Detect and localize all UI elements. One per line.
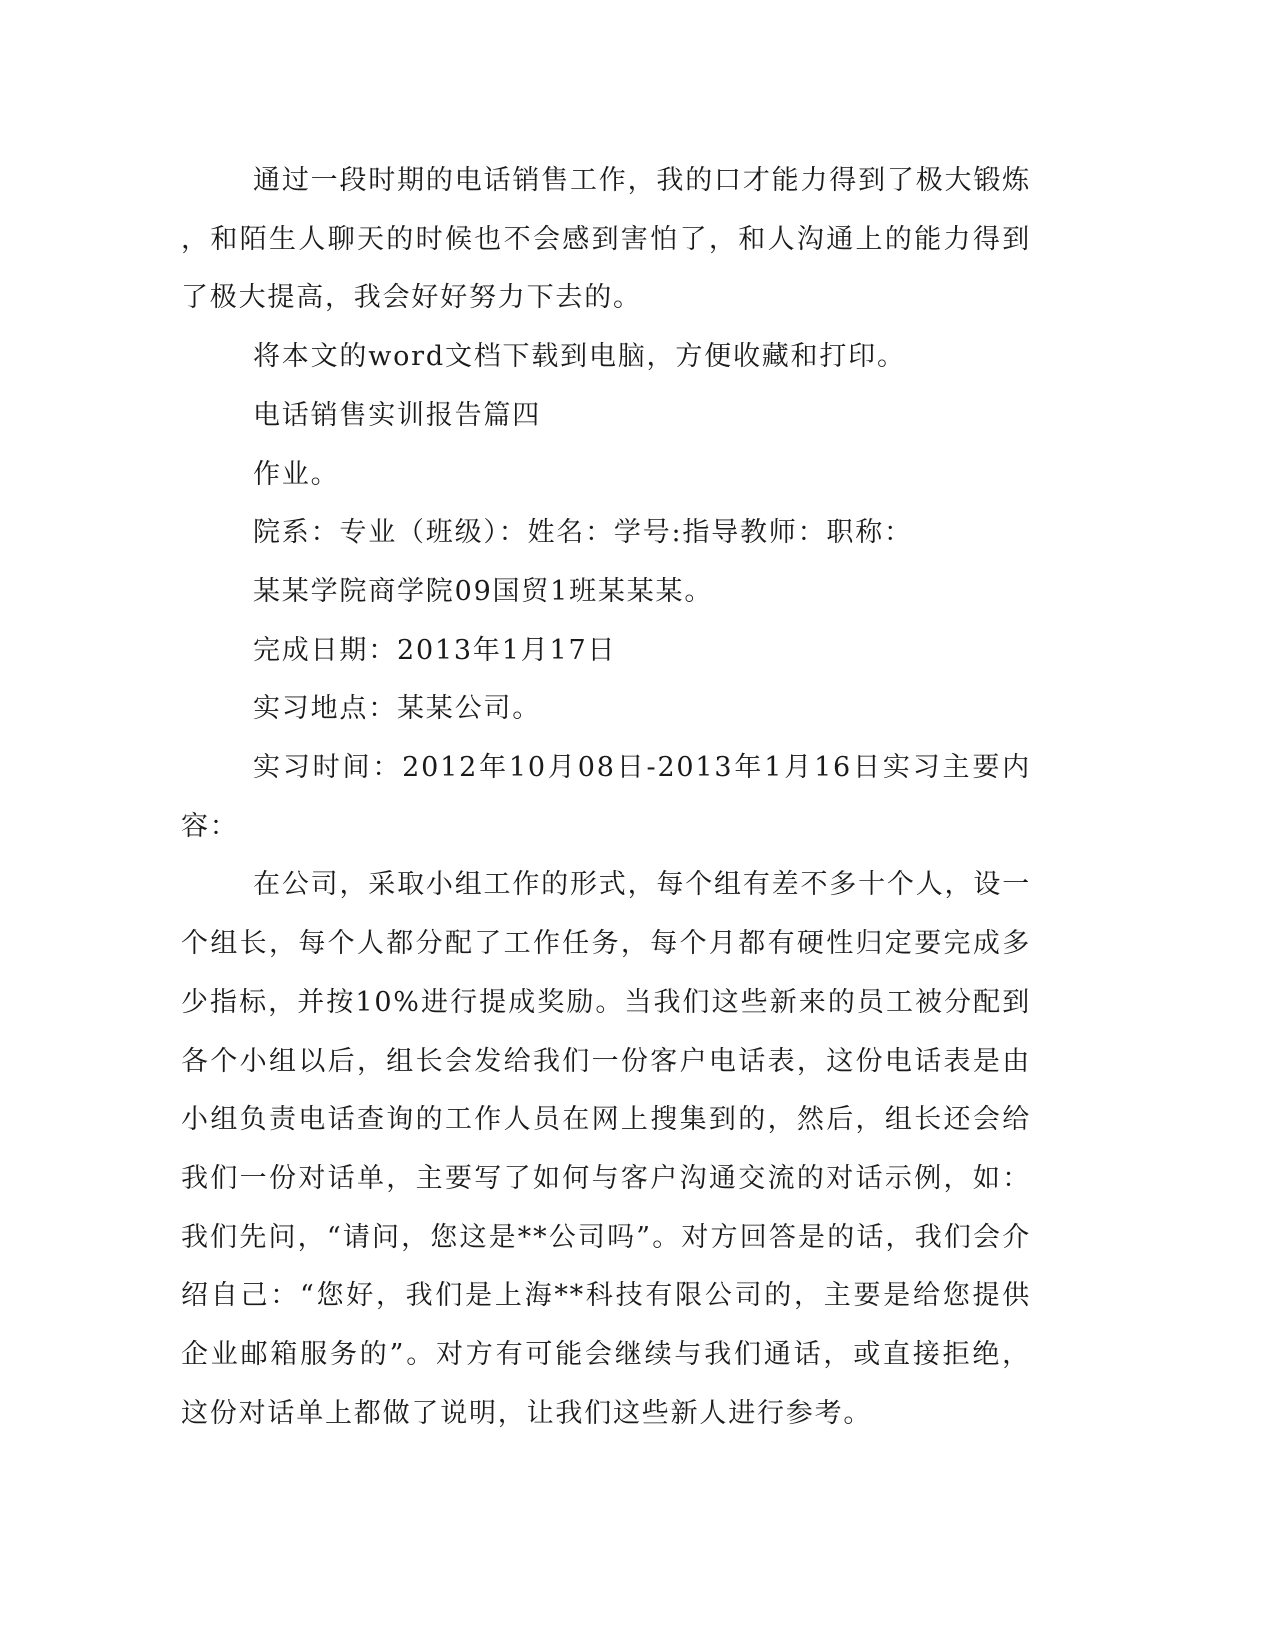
paragraph-internship-location: 实习地点：某某公司。 [253,693,541,725]
paragraph-main-content: 在公司，采取小组工作的形式，每个组有差不多十个人，设一个组长，每个人都分配了工作任务，每个月都有硬性归定要完成多少指标，并按10%进行提成奖励。当我们这些新来的员工被分配到各个小组以后，组长会发给我们一份客户电话表，这份电话表是由小组负责电话查询的工作人员在网上搜集到的，然后，组长还会给我们一份对话单，主要写了如何与客户沟通交流的对话示例，如：我们先问，“请问，您这是**公司吗”。对方回答是的话，我们会介绍自己：“您好，我们是上海**科技有限公司的，主要是给您提供企业邮箱服务的”。对方有可能会继续与我们通话，或直接拒绝，这份对话单上都做了说明，让我们这些新人进行参考。 [181,869,1031,1429]
paragraph-assignment: 作业。 [253,458,340,490]
paragraph-summary: 通过一段时期的电话销售工作，我的口才能力得到了极大锻炼，和陌生人聊天的时候也不会感到害怕了，和人沟通上的能力得到了极大提高，我会好好努力下去的。 [181,165,1031,314]
paragraph-student-info: 某某学院商学院09国贸1班某某某。 [253,575,714,607]
section-heading: 电话销售实训报告篇四 [253,399,541,431]
document-body [181,152,1031,1443]
paragraph-internship-time: 实习时间：2012年10月08日-2013年1月16日实习主要内容： [181,752,1031,842]
paragraph-download-note: 将本文的word文档下载到电脑，方便收藏和打印。 [253,341,906,373]
paragraph-completion-date: 完成日期：2013年1月17日 [253,634,617,666]
paragraph-info-fields: 院系：专业（班级）：姓名：学号:指导教师：职称： [253,517,913,549]
